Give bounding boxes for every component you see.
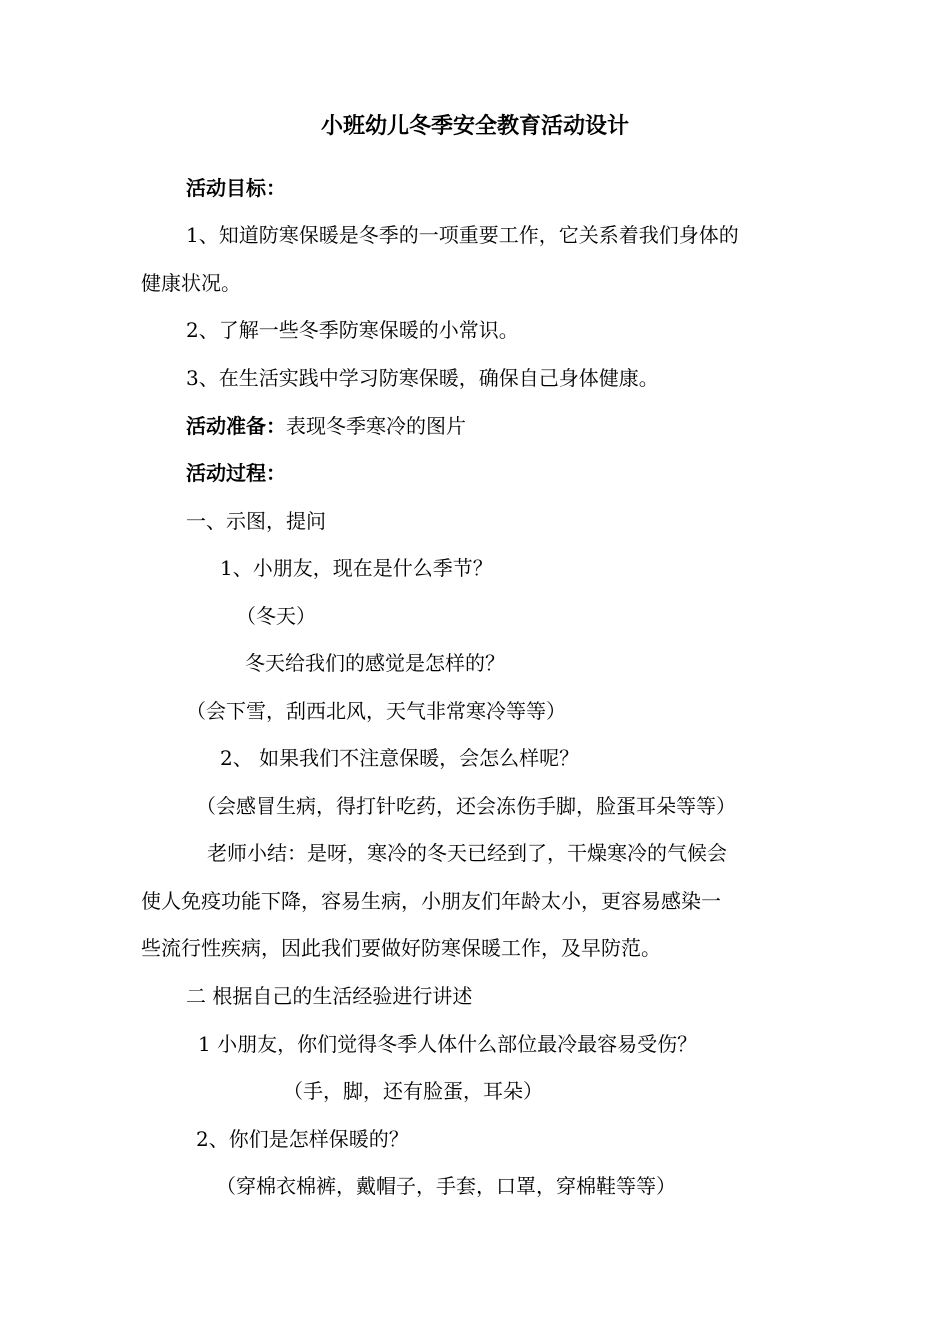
part1-question-2: 2、 如果我们不注意保暖，会怎么样呢？	[220, 746, 580, 770]
part1-answer-1b: （会下雪，刮西北风，天气非常寒冷等等）	[186, 699, 566, 723]
objective-1-line-2: 健康状况。	[141, 271, 241, 295]
part1-answer-2: （会感冒生病，得打针吃药，还会冻伤手脚，脸蛋耳朵等等）	[196, 794, 736, 818]
objectives-heading: 活动目标：	[186, 176, 286, 200]
part1-answer-1: （冬天）	[236, 604, 316, 628]
objective-2: 2、了解一些冬季防寒保暖的小常识。	[186, 318, 519, 342]
part2-answer-2: （穿棉衣棉裤，戴帽子，手套，口罩，穿棉鞋等等）	[216, 1174, 676, 1198]
part2-heading: 二 根据自己的生活经验进行讲述	[186, 984, 473, 1008]
part1-question-1: 1、小朋友，现在是什么季节？	[220, 556, 493, 580]
preparation-heading: 活动准备：	[186, 414, 286, 438]
teacher-summary-line-1: 老师小结：是呀，寒冷的冬天已经到了，干燥寒冷的气候会	[207, 841, 727, 865]
preparation-text: 表现冬季寒冷的图片	[286, 414, 466, 438]
objective-1-line-1: 1、知道防寒保暖是冬季的一项重要工作，它关系着我们身体的	[186, 223, 739, 247]
part2-answer-1: （手，脚，还有脸蛋，耳朵）	[283, 1079, 543, 1103]
part2-question-2: 2、你们是怎样保暖的？	[196, 1127, 409, 1151]
preparation-line	[186, 413, 466, 439]
process-heading: 活动过程：	[186, 461, 286, 485]
document-title: 小班幼儿冬季安全教育活动设计	[320, 113, 629, 139]
teacher-summary-line-3: 些流行性疾病，因此我们要做好防寒保暖工作，及早防范。	[141, 936, 661, 960]
part1-question-1b: 冬天给我们的感觉是怎样的？	[245, 651, 505, 675]
teacher-summary-line-2: 使人免疫功能下降，容易生病，小朋友们年龄太小，更容易感染一	[141, 889, 721, 913]
objective-3: 3、在生活实践中学习防寒保暖，确保自己身体健康。	[186, 366, 659, 390]
part2-question-1: 1 小朋友，你们觉得冬季人体什么部位最冷最容易受伤？	[198, 1032, 698, 1056]
part1-heading: 一、示图，提问	[186, 509, 326, 533]
